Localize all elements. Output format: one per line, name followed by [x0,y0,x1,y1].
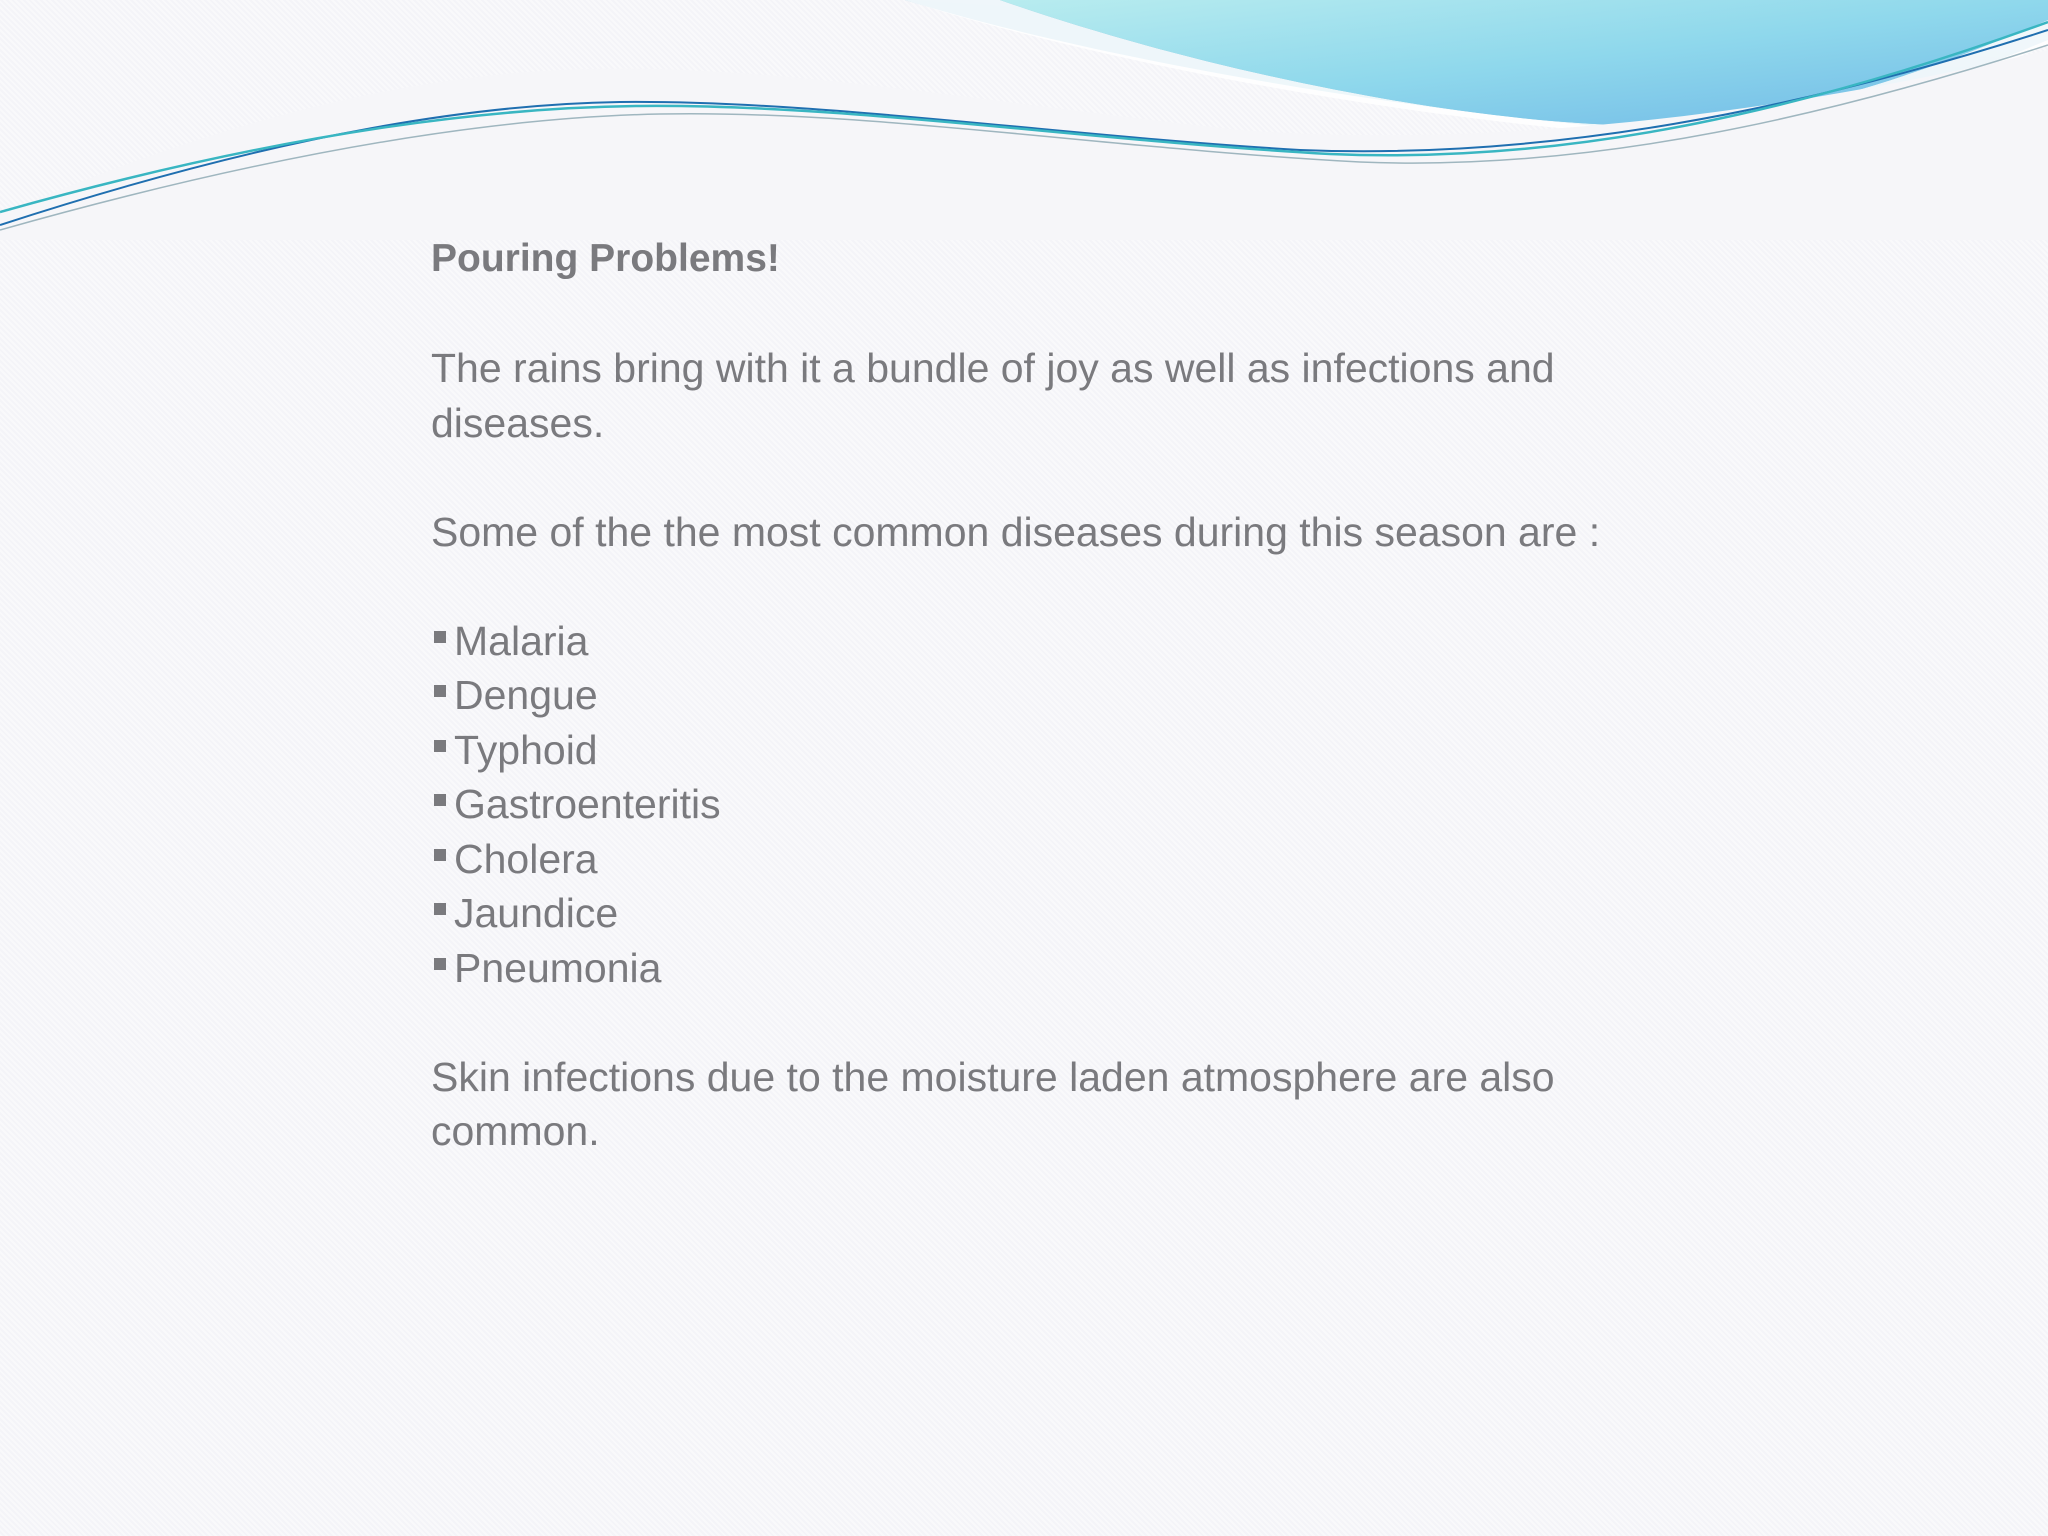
list-item [431,832,1651,887]
disease-label: Typhoid [454,726,598,773]
slide-body [431,232,1651,1159]
square-bullet-icon [434,740,446,752]
list-item [431,723,1651,778]
slide-title: Pouring Problems! [431,237,780,280]
disease-list [431,614,1651,996]
square-bullet-icon [434,631,446,643]
list-item [431,941,1651,996]
list-item [431,777,1651,832]
square-bullet-icon [434,849,446,861]
disease-label: Dengue [454,672,598,718]
spacer [431,287,1651,342]
header-wave-decoration [0,0,2048,240]
disease-label: Pneumonia [454,944,662,991]
intro-paragraph: The rains bring with it a bundle of joy as well as infections and diseases. [431,345,1555,446]
spacer [431,995,1651,1050]
spacer [431,450,1651,505]
list-item [431,668,1651,723]
square-bullet-icon [434,794,446,806]
square-bullet-icon [434,958,446,970]
list-item [431,614,1651,669]
disease-label: Gastroenteritis [454,781,721,827]
spacer [431,559,1651,614]
disease-label: Malaria [454,617,589,664]
square-bullet-icon [434,685,446,697]
square-bullet-icon [434,903,446,915]
closing-paragraph: Skin infections due to the moisture laden atmosphere are also common. [431,1053,1555,1154]
list-lead-paragraph: Some of the the most common diseases during this season are : [431,508,1601,555]
list-item [431,886,1651,941]
disease-label: Jaundice [454,890,619,936]
disease-label: Cholera [454,835,598,882]
